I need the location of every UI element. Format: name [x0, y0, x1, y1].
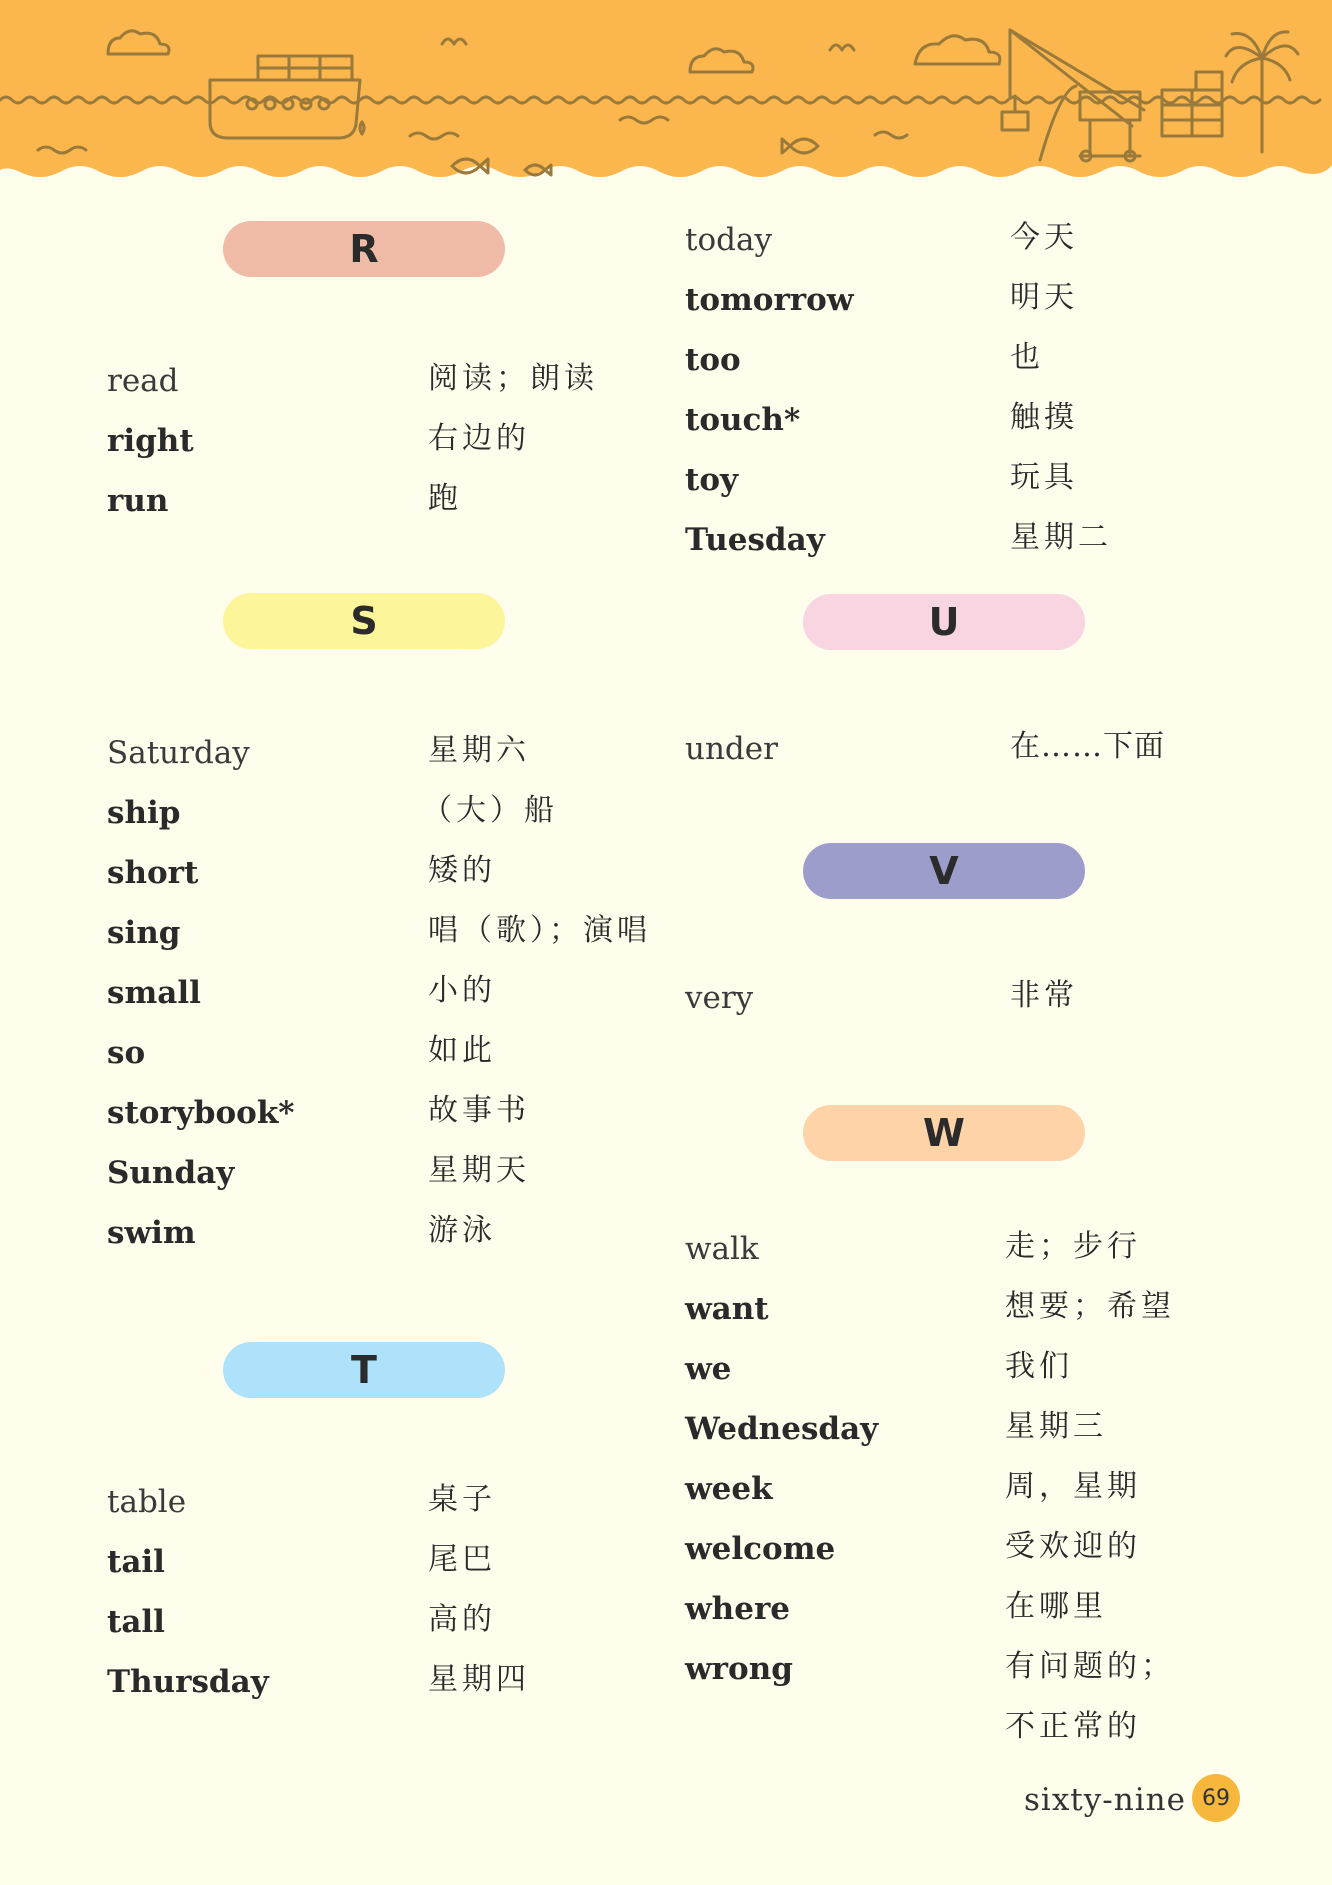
vocab-meaning: 周，星期 — [1005, 1469, 1141, 1504]
vocab-meaning: 今天 — [1010, 220, 1078, 255]
vocab-meaning: 玩具 — [1010, 460, 1078, 495]
vocab-word: week — [685, 1471, 773, 1507]
vocab-meaning: 星期六 — [428, 733, 530, 768]
vocab-meaning: 星期三 — [1005, 1409, 1107, 1444]
vocab-word: so — [107, 1035, 146, 1071]
vocab-word: touch* — [685, 402, 801, 438]
section-pill-S — [223, 593, 505, 649]
vocab-word: small — [107, 975, 201, 1011]
vocab-meaning: 跑 — [428, 481, 462, 516]
vocab-word: Sunday — [107, 1155, 235, 1191]
vocab-meaning: 右边的 — [428, 421, 530, 456]
page-number: 69 — [1202, 1785, 1230, 1811]
vocab-word: we — [685, 1351, 732, 1387]
vocab-word: table — [107, 1484, 187, 1520]
vocab-word: read — [107, 363, 179, 399]
vocab-word: too — [685, 342, 741, 378]
vocab-meaning: 阅读；朗读 — [428, 361, 598, 396]
vocab-meaning: 在哪里 — [1005, 1589, 1107, 1624]
vocab-meaning: 唱（歌）；演唱 — [428, 913, 651, 948]
section-letter: V — [929, 849, 959, 893]
section-pill-T — [223, 1342, 505, 1398]
vocab-word: swim — [107, 1215, 196, 1251]
vocab-meaning: 星期天 — [428, 1153, 530, 1188]
vocab-word: wrong — [685, 1651, 793, 1687]
vocab-word: welcome — [685, 1531, 836, 1567]
vocab-word: right — [107, 423, 194, 459]
vocab-meaning: 矮的 — [428, 853, 496, 888]
vocab-word: where — [685, 1591, 791, 1627]
page-number-badge — [1192, 1774, 1240, 1822]
vocab-word: short — [107, 855, 199, 891]
vocab-meaning: 触摸 — [1010, 400, 1078, 435]
vocab-meaning: 明天 — [1010, 280, 1078, 315]
section-pill-R — [223, 221, 505, 277]
section-letter: S — [350, 599, 378, 643]
vocab-meaning: 高的 — [428, 1602, 496, 1637]
vocab-meaning-continued: 不正常的 — [1005, 1709, 1141, 1744]
vocab-word: under — [685, 731, 778, 767]
vocab-word: run — [107, 483, 169, 519]
vocab-word: Thursday — [107, 1664, 269, 1700]
vocab-word: tomorrow — [685, 282, 854, 318]
vocab-word: walk — [685, 1231, 759, 1267]
vocab-meaning: 如此 — [428, 1033, 496, 1068]
vocab-word: Tuesday — [685, 522, 825, 558]
section-pill-V — [803, 843, 1085, 899]
vocab-word: Wednesday — [685, 1411, 879, 1447]
vocab-word: today — [685, 222, 772, 258]
vocab-word: tail — [107, 1544, 165, 1580]
harbor-header-illustration — [0, 0, 1332, 190]
vocab-meaning: 星期二 — [1010, 520, 1112, 555]
vocab-meaning: 星期四 — [428, 1662, 530, 1697]
vocab-meaning: 受欢迎的 — [1005, 1529, 1141, 1564]
section-letter: U — [928, 600, 960, 644]
section-letter: R — [349, 227, 379, 271]
section-pill-U — [803, 594, 1085, 650]
vocab-meaning: 走；步行 — [1005, 1229, 1141, 1264]
vocab-word: tall — [107, 1604, 165, 1640]
vocab-meaning: 故事书 — [428, 1093, 530, 1128]
vocab-meaning: 尾巴 — [428, 1542, 496, 1577]
vocab-word: sing — [107, 915, 181, 951]
vocab-word: ship — [107, 795, 181, 831]
vocab-word: storybook* — [107, 1095, 295, 1131]
vocab-meaning: 也 — [1010, 340, 1044, 375]
vocab-meaning: 想要；希望 — [1005, 1289, 1175, 1324]
vocab-meaning: 桌子 — [428, 1482, 496, 1517]
vocab-meaning: 游泳 — [428, 1213, 496, 1248]
vocab-word: want — [685, 1291, 769, 1327]
vocab-word: toy — [685, 462, 739, 498]
section-letter: W — [923, 1111, 965, 1155]
section-letter: T — [351, 1348, 377, 1392]
vocab-word: Saturday — [107, 735, 250, 771]
vocab-meaning: （大）船 — [422, 793, 558, 828]
vocab-meaning: 小的 — [428, 973, 496, 1008]
vocab-meaning: 在……下面 — [1010, 729, 1165, 764]
vocab-meaning: 我们 — [1005, 1349, 1073, 1384]
section-pill-W — [803, 1105, 1085, 1161]
vocab-meaning: 有问题的； — [1005, 1649, 1175, 1684]
vocab-word: very — [685, 980, 754, 1016]
vocab-meaning: 非常 — [1010, 978, 1078, 1013]
page-number-words: sixty-nine — [1024, 1782, 1186, 1818]
